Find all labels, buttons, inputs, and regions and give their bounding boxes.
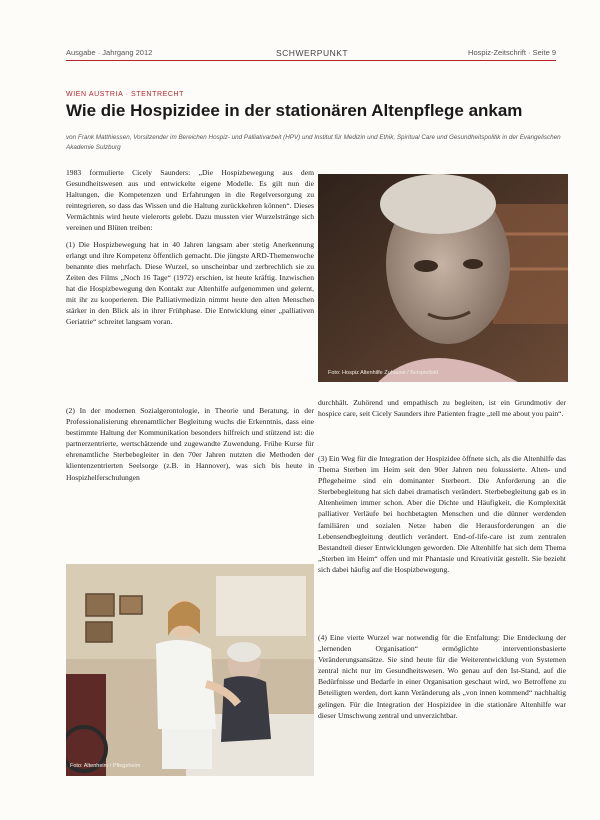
photo-elderly-portrait [318, 174, 568, 382]
paragraph-root-4: (4) Eine vierte Wurzel war notwendig für die Entfaltung: Die Entdeckung der „lernenden Organisation“ ermöglichte interventionsbasierte Veränderungsansätze. Sie sind heute für die Weiterentwicklung von Systemen zentral nicht nur im Gesundheitswesen. Wo genau auf den Ist-Stand, auf die Bedürfnisse und Bedarfe in einer Organisation geschaut wird, wo Betroffene zu Beteiligten werden, dort kann Veränderung als „von innen kommend“ nachhaltig gelingen. Für die Integration der Hospizidee in die stationäre Altenhilfe war dieser Umschwung zentral und unverzichtbar. [318, 633, 566, 720]
photo-elderly-portrait-illustration [318, 174, 568, 382]
running-header-right: Hospiz-Zeitschrift · Seite 9 [468, 48, 556, 57]
body-column-right-middle [318, 453, 566, 580]
photo-caption-2: Foto: Altenheim / Pflegeheim [70, 763, 141, 769]
paragraph-root-2: (2) In der modernen Sozialgerontologie, in Theorie und Beratung, in der Professionalisierung ehrenamtlicher Begleitung wuchs die Erkenntnis, dass eine bestimmte Haltung der Kommunikation besonders hilfreich und stützend ist: die partnerzentrierte, wertschätzende und zugewandte Zuwendung. Frühe Kurse für ehrenamtliche Sterbebegleiter in den 70er Jahren nutzten die Methoden der klientenzentrierten Seelsorge (z.B. in Hannover), was sich bis heute in Hospizhelferschulungen [66, 406, 314, 482]
body-column-left-continued [66, 405, 314, 488]
running-header-left: Ausgabe · Jahrgang 2012 [66, 48, 153, 57]
photo-caption-1: Foto: Hospiz Altenhilfe Zuhause / Beispielbild [328, 370, 439, 376]
article-kicker: WIEN AUSTRIA · STENTRECHT [66, 91, 185, 98]
photo-caregiver-with-resident [66, 564, 314, 776]
article-byline: von Frank Matthiessen, Vorsitzender im Bereichen Hospiz- und Palliativarbeit (HPV) und Institut für Medizin und Ethik, Spiritual Care und Gesundheitspolitik in der Evangelischen Akademie Sulzburg [66, 134, 561, 151]
body-column-right-top [318, 397, 566, 424]
body-column-left [66, 167, 314, 332]
running-header-section: SCHWERPUNKT [276, 48, 349, 58]
header-rule [66, 60, 556, 61]
paragraph-root-1: (1) Die Hospizbewegung hat in 40 Jahren langsam aber stetig Anerkennung erlangt und ihre Kompetenz öffentlich gemacht. Die jüngste ARD-Themenwoche benannte dies mehrfach. Diese Wurzel, so unscheinbar und zerbrechlich sie zu Zeiten des Films „Noch 16 Tage“ (1972) erschien, ist heute kräftig. Inzwischen hat die Hospizbewegung den Kontakt zur Altenhilfe aufgenommen und gelernt, mit ihr zu kooperieren. Die Palliativmedizin nimmt heute den alten Menschen stärker in den Blick als in ihrer Frühphase. Die Entwicklung einer „palliativen Geriatrie“ schreitet langsam voran. [66, 239, 314, 327]
photo-caregiver-illustration [66, 564, 314, 776]
body-column-right-bottom [318, 632, 566, 726]
paragraph-root-2-continued: durchhält. Zuhörend und empathisch zu begleiten, ist ein Grundmotiv der hospice care, seit Cicely Saunders ihre Patienten fragte „tell me about you pain“. [318, 398, 566, 419]
paragraph-intro: 1983 formulierte Cicely Saunders: „Die Hospizbewegung aus dem Gesundheitswesen aus und entwickelte eigene Modelle. Es gilt nun die Haltungen, die Kompetenzen und Erfahrungen in die Regelversorgung zu reintegrieren, so dass das Wissen und die Haltung zurückkehren können“. Dieses Vermächtnis wird heute vielerorts gelebt. Dazu mussten vier Wurzelstränge sich vereinen und Blüten treiben: [66, 168, 314, 233]
paragraph-root-3: (3) Ein Weg für die Integration der Hospizidee öffnete sich, als die Altenhilfe das Thema Sterben im Heim seit den 90er Jahren neu fokussierte. Alten- und Pflegeheime sind ein dominanter Sterbeort. Die Anforderung an die Sterbebegleitung hat sich dabei dramatisch verändert. Sterbebegleitung gab es in Altenheimen immer schon. Aber die Dichte und Häufigkeit, die Komplexität palliativer Verläufe bei hochbetagten Menschen und die dünner werdenden familiären und sozialen Netze haben die Herausforderungen an die Lebensendbegleitung deutlich verändert. End-of-life-care ist zum zentralen Bestandteil dieser Entwicklungen geworden. Die Altenhilfe hat sich dem Thema „Sterben im Heim“ offen und mit Phantasie und Kreativität gestellt. Sie bezieht sich dabei häufig auf die Hospizbewegung. [318, 454, 566, 574]
article-title: Wie die Hospizidee in der stationären Altenpflege ankam [66, 101, 523, 120]
